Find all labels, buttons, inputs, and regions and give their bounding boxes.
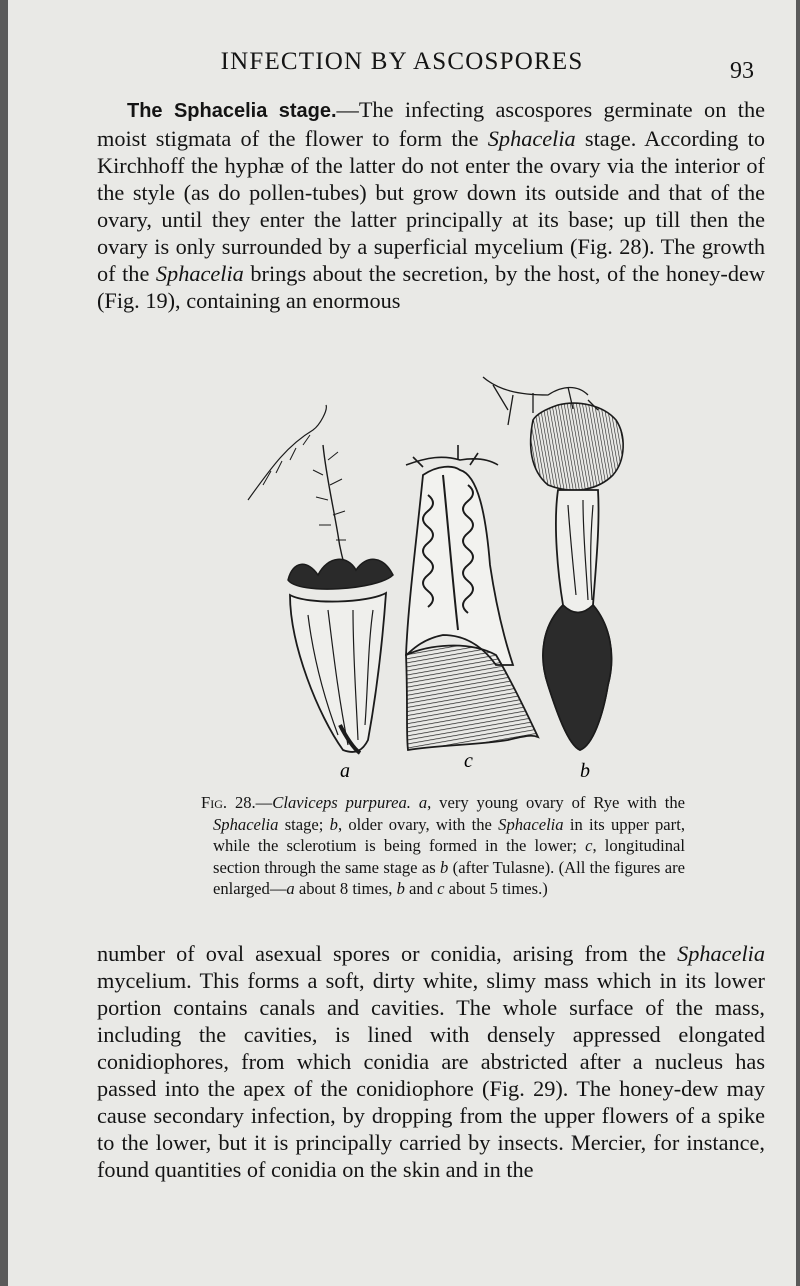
- text-span: brings about the secretion, by the host, of the honey-dew (Fig. 19), containing an enormous: [97, 261, 765, 313]
- ovary-a-drawing: [248, 405, 393, 753]
- figure-28-illustration: [228, 365, 648, 785]
- text-span: [411, 793, 419, 812]
- text-span: and: [404, 879, 438, 898]
- italic-term: b: [440, 857, 449, 877]
- italic-term: Sphacelia: [498, 814, 564, 834]
- page-number: 93: [730, 58, 754, 84]
- paragraph-conidia: [97, 940, 765, 1183]
- text-span: mycelium. This forms a soft, dirty white, slimy mass which in its lower portion contains canals and cavities. The whole surface of the mass, including the cavities, is lined with densely appressed elongated conidiophores, from which conidia are abstricted after a nucleus has passed into the apex of the conidiophore (Fig. 29). The honey-dew may cause secondary infection, by dropping from the upper flowers of a spike to the lower, but it is principally carried by insects. Mercier, for instance, found quantities of conidia on the skin and in the: [97, 968, 765, 1182]
- text-span: about 5 times.): [444, 879, 548, 898]
- text-span: in its upper part, while the sclerotium is being formed in the lower;: [213, 814, 685, 855]
- italic-term: b: [329, 814, 338, 834]
- figure-label-c: c: [464, 750, 473, 772]
- text-span: about 8 times,: [294, 879, 397, 898]
- text-span: (after Tulasne). (All the figures are enlarged—: [213, 857, 685, 898]
- text-span: , longitudinal section through the same stage as: [213, 836, 685, 877]
- run-in-heading: The Sphacelia stage.: [127, 100, 337, 122]
- italic-term: Sphacelia: [487, 126, 576, 151]
- italic-term: c: [437, 879, 445, 898]
- italic-term: b: [396, 879, 405, 898]
- italic-term: c: [585, 836, 593, 855]
- book-page: [8, 0, 796, 1286]
- italic-term: Sphacelia: [677, 941, 765, 966]
- paragraph-sphacelia-stage: [97, 96, 765, 314]
- italic-term: a: [418, 793, 428, 812]
- text-span: —The infecting ascospores germinate on the moist stigmata of the flower to form the: [97, 97, 765, 151]
- text-span: , very young ovary of Rye with the: [427, 793, 685, 812]
- italic-term: Sphacelia: [155, 261, 244, 286]
- text-span: number of oval asexual spores or conidia, arising from the: [97, 941, 678, 966]
- section-c-drawing: [406, 445, 538, 750]
- text-span: , older ovary, with the: [337, 814, 499, 834]
- text-span: stage. According to Kirchhoff the hyphæ of the latter do not enter the ovary via the interior of the style (as do pollen-tubes) but grow down its outside and that of the ovary, until they enter the latter principally at its base; up till then the ovary is only surrounded by a superficial mycelium (Fig. 28). The growth of the: [97, 126, 765, 286]
- figure-number: Fig. 28.—: [201, 793, 273, 812]
- figure-label-b: b: [580, 760, 590, 782]
- text-span: stage;: [278, 814, 330, 834]
- claviceps-engraving: [228, 365, 648, 785]
- figure-label-a: a: [340, 760, 350, 782]
- italic-term: Sphacelia: [213, 814, 279, 834]
- running-head: INFECTION BY ASCOSPORES: [220, 48, 584, 75]
- species-name: Claviceps purpurea.: [272, 793, 411, 812]
- italic-term: a: [286, 879, 295, 898]
- figure-caption: [201, 792, 685, 900]
